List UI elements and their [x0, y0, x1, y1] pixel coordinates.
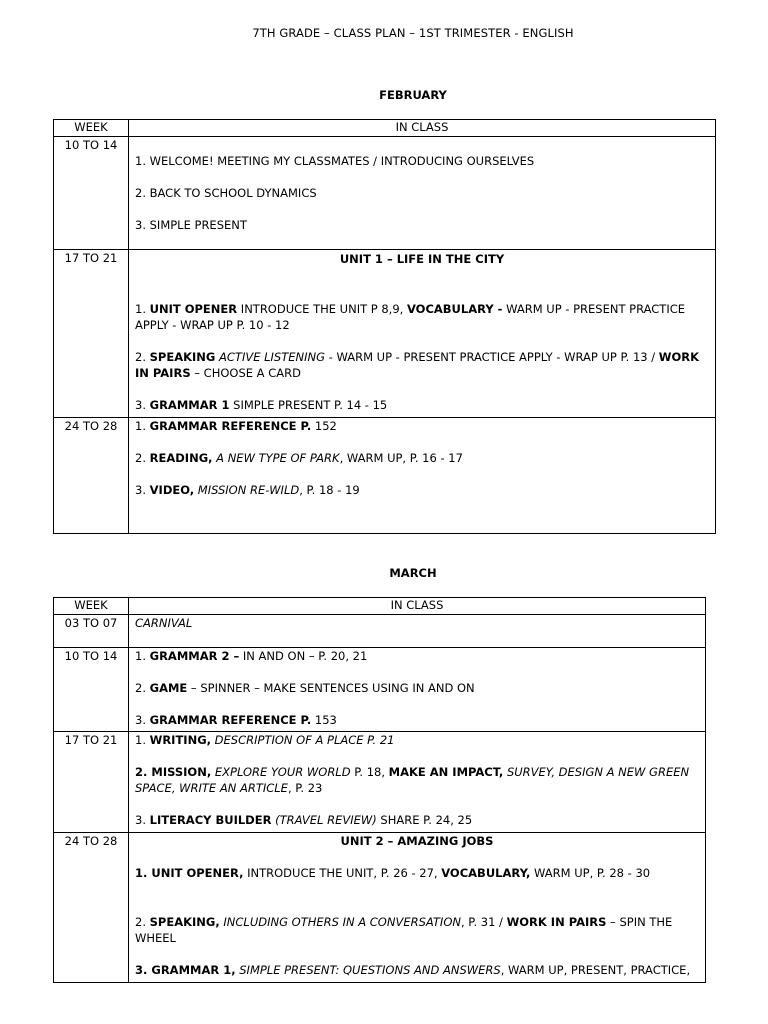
- class-cell: [129, 648, 706, 732]
- table-row: [54, 615, 706, 648]
- in-class-column-header: IN CLASS: [129, 598, 706, 615]
- activity-line: 1. GRAMMAR 2 – IN AND ON – P. 20, 21: [135, 649, 368, 663]
- activity-line: 2. BACK TO SCHOOL DYNAMICS: [135, 186, 317, 200]
- week-cell: 17 TO 21: [54, 732, 129, 833]
- activity-line: 2. MISSION, EXPLORE YOUR WORLD P. 18, MAKE AN IMPACT, SURVEY, DESIGN A NEW GREEN SPACE, WRITE AN ARTICLE, P. 23: [135, 765, 690, 795]
- unit-title: UNIT 2 – AMAZING JOBS: [340, 834, 494, 848]
- activity-line: 2. GAME – SPINNER – MAKE SENTENCES USING IN AND ON: [135, 681, 475, 695]
- table-header-row: [54, 120, 716, 137]
- table-header-row: [54, 598, 706, 615]
- activity-line: 3. VIDEO, MISSION RE-WILD, P. 18 - 19: [135, 483, 360, 497]
- class-cell: [129, 418, 716, 534]
- activity-line: 1. UNIT OPENER INTRODUCE THE UNIT P 8,9, VOCABULARY - WARM UP - PRESENT PRACTICE APPLY - WRAP UP P. 10 - 12: [135, 302, 686, 332]
- table-row: [54, 250, 716, 418]
- class-cell: [129, 833, 706, 983]
- activity-line: 3. SIMPLE PRESENT: [135, 218, 247, 232]
- class-cell: [129, 250, 716, 418]
- in-class-column-header: IN CLASS: [129, 120, 716, 137]
- week-cell: 24 TO 28: [54, 833, 129, 983]
- activity-line: 3. GRAMMAR 1, SIMPLE PRESENT: QUESTIONS AND ANSWERS, WARM UP, PRESENT, PRACTICE,: [135, 963, 691, 977]
- activity-line: 1. WRITING, DESCRIPTION OF A PLACE P. 21: [135, 733, 395, 747]
- activity-line: 1. GRAMMAR REFERENCE P. 152: [135, 419, 337, 433]
- week-column-header: WEEK: [54, 598, 129, 615]
- table-row: [54, 648, 706, 732]
- week-cell: 10 TO 14: [54, 648, 129, 732]
- document-title: 7TH GRADE – CLASS PLAN – 1ST TRIMESTER - ENGLISH: [252, 26, 574, 40]
- activity-line: CARNIVAL: [135, 616, 193, 630]
- week-cell: 17 TO 21: [54, 250, 129, 418]
- week-column-header: WEEK: [54, 120, 129, 137]
- february-table: [53, 119, 716, 534]
- week-cell: 03 TO 07: [54, 615, 129, 648]
- unit-title: UNIT 1 – LIFE IN THE CITY: [339, 252, 505, 266]
- table-row: [54, 833, 706, 983]
- activity-line: 2. SPEAKING, INCLUDING OTHERS IN A CONVERSATION, P. 31 / WORK IN PAIRS – SPIN THE WHEEL: [135, 915, 673, 945]
- march-heading: MARCH: [389, 566, 437, 580]
- activity-line: 1. UNIT OPENER, INTRODUCE THE UNIT, P. 26 - 27, VOCABULARY, WARM UP, P. 28 - 30: [135, 866, 651, 880]
- week-cell: 24 TO 28: [54, 418, 129, 534]
- activity-line: 1. WELCOME! MEETING MY CLASSMATES / INTRODUCING OURSELVES: [135, 154, 535, 168]
- class-cell: [129, 615, 706, 648]
- class-cell: [129, 137, 716, 250]
- activity-line: 3. GRAMMAR REFERENCE P. 153: [135, 713, 337, 727]
- activity-line: 3. GRAMMAR 1 SIMPLE PRESENT P. 14 - 15: [135, 398, 388, 412]
- february-heading: FEBRUARY: [379, 88, 447, 102]
- week-cell: 10 TO 14: [54, 137, 129, 250]
- table-row: [54, 137, 716, 250]
- activity-line: 3. LITERACY BUILDER (TRAVEL REVIEW) SHARE P. 24, 25: [135, 813, 473, 827]
- march-table: [53, 597, 706, 983]
- class-cell: [129, 732, 706, 833]
- activity-line: 2. SPEAKING ACTIVE LISTENING - WARM UP - PRESENT PRACTICE APPLY - WRAP UP P. 13 / WORK IN PAIRS – CHOOSE A CARD: [135, 350, 700, 380]
- activity-line: 2. READING, A NEW TYPE OF PARK, WARM UP, P. 16 - 17: [135, 451, 463, 465]
- table-row: [54, 418, 716, 534]
- table-row: [54, 732, 706, 833]
